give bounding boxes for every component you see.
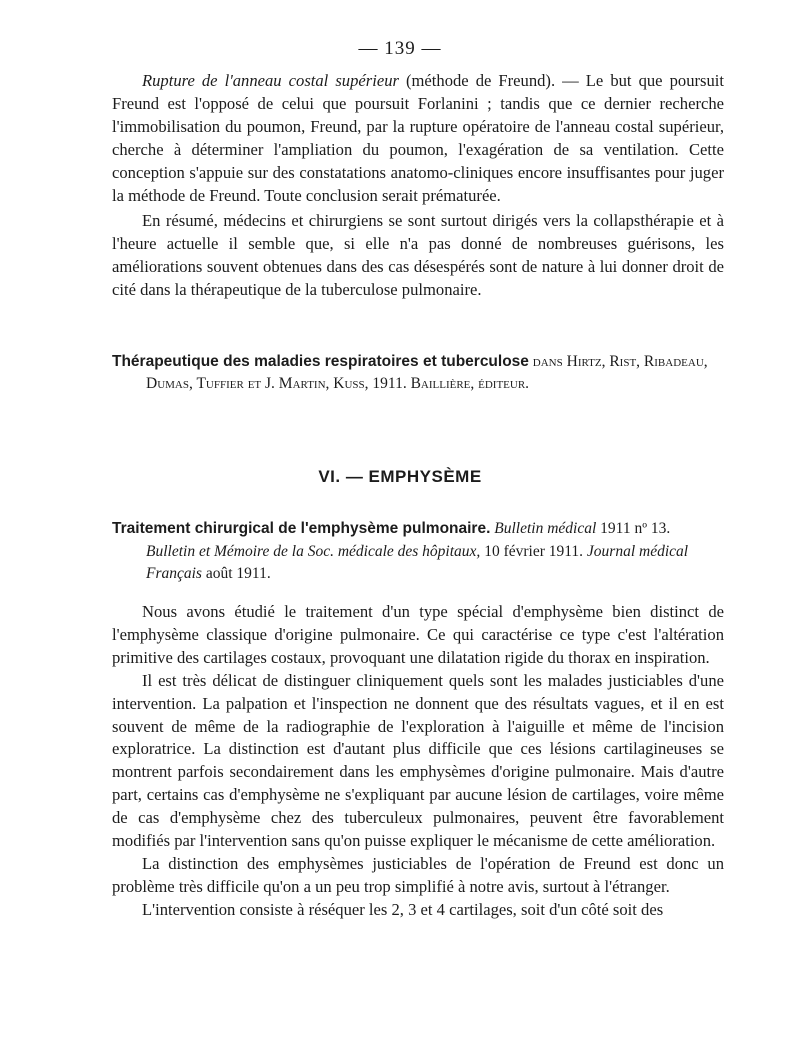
page-number: — 139 — xyxy=(358,38,442,59)
paragraph: L'intervention consiste à réséquer les 2, 3 et 4 cartilages, soit d'un côté soit des xyxy=(142,899,664,919)
paragraph: Nous avons étudié le traitement d'un type spécial d'emphysème bien distinct de l'emphysème classique d'origine pulmonaire. Ce qui caractérise ce type c'est l'altération primitive des cartilages costaux, provoquant une dilatation rigide du thorax en inspiration. xyxy=(112,602,724,667)
paragraph: La distinction des emphysèmes justiciables de l'opération de Freund est donc un problème très difficile qu'on a un peu trop simplifié à notre avis, surtout à l'étranger. xyxy=(112,853,724,896)
reference-date: août 1911. xyxy=(201,565,271,582)
reference-journal: Journal médical xyxy=(583,542,689,560)
paragraph xyxy=(112,70,724,207)
paragraph: Il est très délicat de distinguer cliniquement quels sont les malades justiciables d'une intervention. La palpation et l'inspection ne donnent que des résultats vagues, et il en est souvent de même de la radiographie de l'exploration à l'aiguille et même de l'incision exploratrice. La distinction est d'autant plus difficile que ces lésions cartilagineuses se montrent parfois secondairement dans les emphysèmes d'origine pulmonaire. Mais d'autre part, certains cas d'emphysème ne s'expliquant par aucune lésion de cartilages, voire même de cas d'emphysème chez des tuberculeux pulmonaires, peuvent être favorablement modifiés par l'intervention sans qu'on puisse expliquer le mécanisme de cette amélioration. xyxy=(112,670,724,851)
reference-date: 10 février 1911. xyxy=(480,542,584,560)
emphyseme-body xyxy=(112,601,724,922)
section-title: VI. — EMPHYSÈME xyxy=(318,467,482,486)
reference-title: Traitement chirurgical de l'emphysème pulmonaire. xyxy=(112,520,491,537)
reference-journal: Bulletin et Mémoire de la Soc. médicale des hôpitaux, xyxy=(146,542,481,560)
reference-authors: dans Hirtz, Rist, Ribadeau, xyxy=(528,353,708,370)
reference-title: Thérapeutique des maladies respiratoires et tuberculose xyxy=(112,353,529,370)
reference-line xyxy=(112,563,724,586)
reference-journal: Bulletin médical xyxy=(490,520,597,537)
reference-journal: Français xyxy=(146,565,202,582)
italic-lead: Rupture de l'anneau costal supérieur xyxy=(142,71,399,90)
reference-line: Dumas, Tuffier et J. Martin, Kuss, 1911. Baillière, éditeur. xyxy=(146,375,530,392)
paragraph-rupture xyxy=(112,70,724,207)
reference-line xyxy=(112,518,724,541)
reference-date: 1911 nº 13. xyxy=(596,520,671,537)
reference-therapeutique xyxy=(112,351,724,395)
paragraph: En résumé, médecins et chirurgiens se sont surtout dirigés vers la collapsthérapie et à l'heure actuelle il semble que, si elle n'a pas donné de nombreuses guérisons, les améliorations souvent obtenues dans des cas désespérés sont de nature à lui donner droit de cité dans la thérapeutique de la tuberculose pulmonaire. xyxy=(112,211,724,299)
paragraph-resume xyxy=(112,210,724,302)
paragraph-text: (méthode de Freund). — Le but que poursuit Freund est l'opposé de celui que poursuit Forlanini ; tandis que ce dernier recherche l'immobilisation du poumon, Freund, par la rupture opératoire de l'anneau costal supérieur, cherche à déterminer l'ampliation du poumon, l'exagération de sa ventilation. Cette conception s'appuie sur des constatations anatomo-cliniques encore insuffisantes pour juger la méthode de Freund. Toute conclusion serait prématurée. xyxy=(112,71,724,205)
reference-line xyxy=(112,541,724,564)
reference-traitement xyxy=(112,518,724,586)
reference-line xyxy=(112,351,724,373)
